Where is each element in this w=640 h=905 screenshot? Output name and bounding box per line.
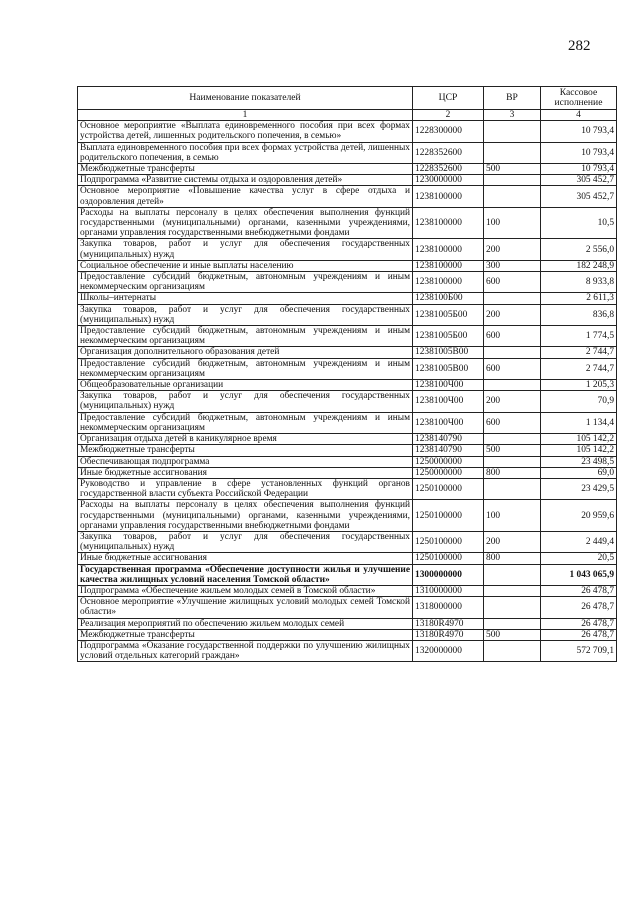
table-row	[78, 142, 617, 163]
table-row	[78, 186, 617, 207]
row-csr: 1238100000	[413, 186, 484, 207]
row-name: Предоставление субсидий бюджетным, автономным учреждениям и иным некоммерческим организациям	[78, 358, 413, 379]
row-csr: 1300000000	[413, 564, 484, 585]
row-name: Руководство и управление в сфере установленных функций органов государственной власти субъекта Российской Федерации	[78, 478, 413, 499]
row-sum: 23 498,5	[541, 456, 617, 467]
row-csr: 1238140790	[413, 434, 484, 445]
row-sum: 10 793,4	[541, 142, 617, 163]
table-row	[78, 564, 617, 585]
row-csr: 1238100Б00	[413, 293, 484, 304]
row-vr: 100	[484, 500, 541, 532]
row-name: Основное мероприятие «Повышение качества услуг в сфере отдыха и оздоровления детей»	[78, 186, 413, 207]
row-vr: 500	[484, 629, 541, 640]
row-vr	[484, 618, 541, 629]
row-vr: 800	[484, 553, 541, 564]
row-vr	[484, 564, 541, 585]
row-vr	[484, 347, 541, 358]
row-sum: 26 478,7	[541, 597, 617, 618]
row-sum: 305 452,7	[541, 175, 617, 186]
table-row	[78, 618, 617, 629]
row-sum: 20,5	[541, 553, 617, 564]
row-name: Реализация мероприятий по обеспечению жильем молодых семей	[78, 618, 413, 629]
row-sum: 10 793,4	[541, 164, 617, 175]
row-name: Предоставление субсидий бюджетным, автономным учреждениям и иным некоммерческим организациям	[78, 326, 413, 347]
table-row	[78, 207, 617, 239]
row-name: Расходы на выплаты персоналу в целях обеспечения выполнения функций государственными (муниципальными) органами, казенными учреждениями, органами управления государственными внебюджетными фондами	[78, 500, 413, 532]
column-number-row	[78, 110, 617, 121]
table-row	[78, 391, 617, 412]
row-name: Социальное обеспечение и иные выплаты населению	[78, 260, 413, 271]
budget-table	[77, 86, 617, 662]
table-row	[78, 293, 617, 304]
row-csr: 13180R4970	[413, 629, 484, 640]
row-sum: 26 478,7	[541, 618, 617, 629]
table-row	[78, 531, 617, 552]
row-sum: 10 793,4	[541, 121, 617, 142]
table-header-row	[78, 87, 617, 110]
table-row	[78, 304, 617, 325]
table-row	[78, 456, 617, 467]
row-name: Межбюджетные трансферты	[78, 629, 413, 640]
row-name: Расходы на выплаты персоналу в целях обеспечения выполнения функций государственными (муниципальными) органами, казенными учреждениями, органами управления государственными внебюджетными фондами	[78, 207, 413, 239]
table-row	[78, 347, 617, 358]
row-sum: 2 611,3	[541, 293, 617, 304]
table-row	[78, 640, 617, 661]
table-row	[78, 121, 617, 142]
row-vr: 600	[484, 272, 541, 293]
row-csr: 1228300000	[413, 121, 484, 142]
table-row	[78, 467, 617, 478]
table-row	[78, 260, 617, 271]
row-vr	[484, 640, 541, 661]
row-csr: 12381005Б00	[413, 304, 484, 325]
table-row	[78, 597, 617, 618]
row-name: Межбюджетные трансферты	[78, 445, 413, 456]
row-csr: 12381005Б00	[413, 326, 484, 347]
table-row	[78, 553, 617, 564]
row-vr	[484, 121, 541, 142]
row-csr: 1238100000	[413, 272, 484, 293]
row-csr: 12381005В00	[413, 358, 484, 379]
row-sum: 105 142,2	[541, 434, 617, 445]
row-csr: 1320000000	[413, 640, 484, 661]
row-csr: 1238100Ч00	[413, 380, 484, 391]
row-csr: 1228352600	[413, 164, 484, 175]
row-name: Выплата единовременного пособия при всех формах устройства детей, лишенных родительского попечения, в семью	[78, 142, 413, 163]
row-vr	[484, 456, 541, 467]
table-row	[78, 380, 617, 391]
row-vr: 600	[484, 358, 541, 379]
table-row	[78, 358, 617, 379]
row-csr: 1238140790	[413, 445, 484, 456]
row-csr: 1238100Ч00	[413, 412, 484, 433]
row-vr: 200	[484, 391, 541, 412]
row-vr	[484, 434, 541, 445]
row-vr	[484, 478, 541, 499]
row-sum: 70,9	[541, 391, 617, 412]
table-row	[78, 164, 617, 175]
row-name: Закупка товаров, работ и услуг для обеспечения государственных (муниципальных) нужд	[78, 304, 413, 325]
row-csr: 1310000000	[413, 585, 484, 596]
table-body	[78, 121, 617, 662]
row-csr: 1250000000	[413, 467, 484, 478]
row-csr: 1238100000	[413, 207, 484, 239]
row-vr: 500	[484, 164, 541, 175]
row-vr	[484, 585, 541, 596]
row-csr: 1250100000	[413, 500, 484, 532]
row-vr	[484, 142, 541, 163]
row-sum: 836,8	[541, 304, 617, 325]
column-number: 3	[484, 110, 541, 121]
row-sum: 572 709,1	[541, 640, 617, 661]
row-sum: 1 134,4	[541, 412, 617, 433]
column-number: 1	[78, 110, 413, 121]
row-csr: 12381005В00	[413, 347, 484, 358]
row-sum: 182 248,9	[541, 260, 617, 271]
row-sum: 2 744,7	[541, 358, 617, 379]
row-name: Иные бюджетные ассигнования	[78, 467, 413, 478]
row-csr: 1238100000	[413, 260, 484, 271]
table-row	[78, 478, 617, 499]
row-name: Подпрограмма «Обеспечение жильем молодых семей в Томской области»	[78, 585, 413, 596]
column-number: 4	[541, 110, 617, 121]
row-sum: 20 959,6	[541, 500, 617, 532]
table-row	[78, 175, 617, 186]
header-sum: Кассовое исполнение	[541, 87, 617, 110]
row-name: Общеобразовательные организации	[78, 380, 413, 391]
row-name: Основное мероприятие «Выплата единовременного пособия при всех формах устройства детей, лишенных родительского попечения, в семью»	[78, 121, 413, 142]
row-name: Предоставление субсидий бюджетным, автономным учреждениям и иным некоммерческим организациям	[78, 272, 413, 293]
row-sum: 2 449,4	[541, 531, 617, 552]
row-vr	[484, 175, 541, 186]
table-row	[78, 629, 617, 640]
row-name: Закупка товаров, работ и услуг для обеспечения государственных (муниципальных) нужд	[78, 531, 413, 552]
row-sum: 2 744,7	[541, 347, 617, 358]
row-csr: 1250100000	[413, 553, 484, 564]
row-vr: 200	[484, 239, 541, 260]
row-csr: 1250100000	[413, 531, 484, 552]
row-vr: 500	[484, 445, 541, 456]
row-vr: 200	[484, 304, 541, 325]
row-name: Закупка товаров, работ и услуг для обеспечения государственных (муниципальных) нужд	[78, 239, 413, 260]
row-sum: 1 774,5	[541, 326, 617, 347]
row-name: Основное мероприятие «Улучшение жилищных условий молодых семей Томской области»	[78, 597, 413, 618]
row-sum: 1 205,3	[541, 380, 617, 391]
row-name: Предоставление субсидий бюджетным, автономным учреждениям и иным некоммерческим организациям	[78, 412, 413, 433]
row-sum: 105 142,2	[541, 445, 617, 456]
row-name: Иные бюджетные ассигнования	[78, 553, 413, 564]
row-csr: 1238100Ч00	[413, 391, 484, 412]
column-number: 2	[413, 110, 484, 121]
header-name: Наименование показателей	[78, 87, 413, 110]
table-row	[78, 500, 617, 532]
row-csr: 1250000000	[413, 456, 484, 467]
table-row	[78, 412, 617, 433]
row-csr: 1250100000	[413, 478, 484, 499]
row-name: Государственная программа «Обеспечение доступности жилья и улучшение качества жилищных условий населения Томской области»	[78, 564, 413, 585]
row-vr: 300	[484, 260, 541, 271]
row-vr: 600	[484, 326, 541, 347]
row-name: Закупка товаров, работ и услуг для обеспечения государственных (муниципальных) нужд	[78, 391, 413, 412]
row-sum: 2 556,0	[541, 239, 617, 260]
row-name: Подпрограмма «Оказание государственной поддержки по улучшению жилищных условий отдельных категорий граждан»	[78, 640, 413, 661]
row-csr: 1238100000	[413, 239, 484, 260]
row-sum: 305 452,7	[541, 186, 617, 207]
row-name: Школы–интернаты	[78, 293, 413, 304]
row-name: Подпрограмма «Развитие системы отдыха и оздоровления детей»	[78, 175, 413, 186]
row-name: Организация отдыха детей в каникулярное время	[78, 434, 413, 445]
row-sum: 26 478,7	[541, 629, 617, 640]
row-csr: 1318000000	[413, 597, 484, 618]
row-name: Межбюджетные трансферты	[78, 164, 413, 175]
row-csr: 1228352600	[413, 142, 484, 163]
row-vr	[484, 597, 541, 618]
table-row	[78, 326, 617, 347]
table-row	[78, 445, 617, 456]
page-number: 282	[568, 38, 591, 54]
row-sum: 8 933,8	[541, 272, 617, 293]
row-vr: 600	[484, 412, 541, 433]
row-vr	[484, 380, 541, 391]
row-name: Организация дополнительного образования детей	[78, 347, 413, 358]
row-vr: 200	[484, 531, 541, 552]
row-csr: 13180R4970	[413, 618, 484, 629]
header-csr: ЦСР	[413, 87, 484, 110]
table-row	[78, 434, 617, 445]
row-vr	[484, 293, 541, 304]
row-sum: 69,0	[541, 467, 617, 478]
row-sum: 26 478,7	[541, 585, 617, 596]
table-row	[78, 272, 617, 293]
row-sum: 23 429,5	[541, 478, 617, 499]
row-name: Обеспечивающая подпрограмма	[78, 456, 413, 467]
header-vr: ВР	[484, 87, 541, 110]
table-row	[78, 585, 617, 596]
row-sum: 10,5	[541, 207, 617, 239]
row-vr: 100	[484, 207, 541, 239]
table-row	[78, 239, 617, 260]
row-csr: 1230000000	[413, 175, 484, 186]
row-sum: 1 043 065,9	[541, 564, 617, 585]
row-vr: 800	[484, 467, 541, 478]
row-vr	[484, 186, 541, 207]
